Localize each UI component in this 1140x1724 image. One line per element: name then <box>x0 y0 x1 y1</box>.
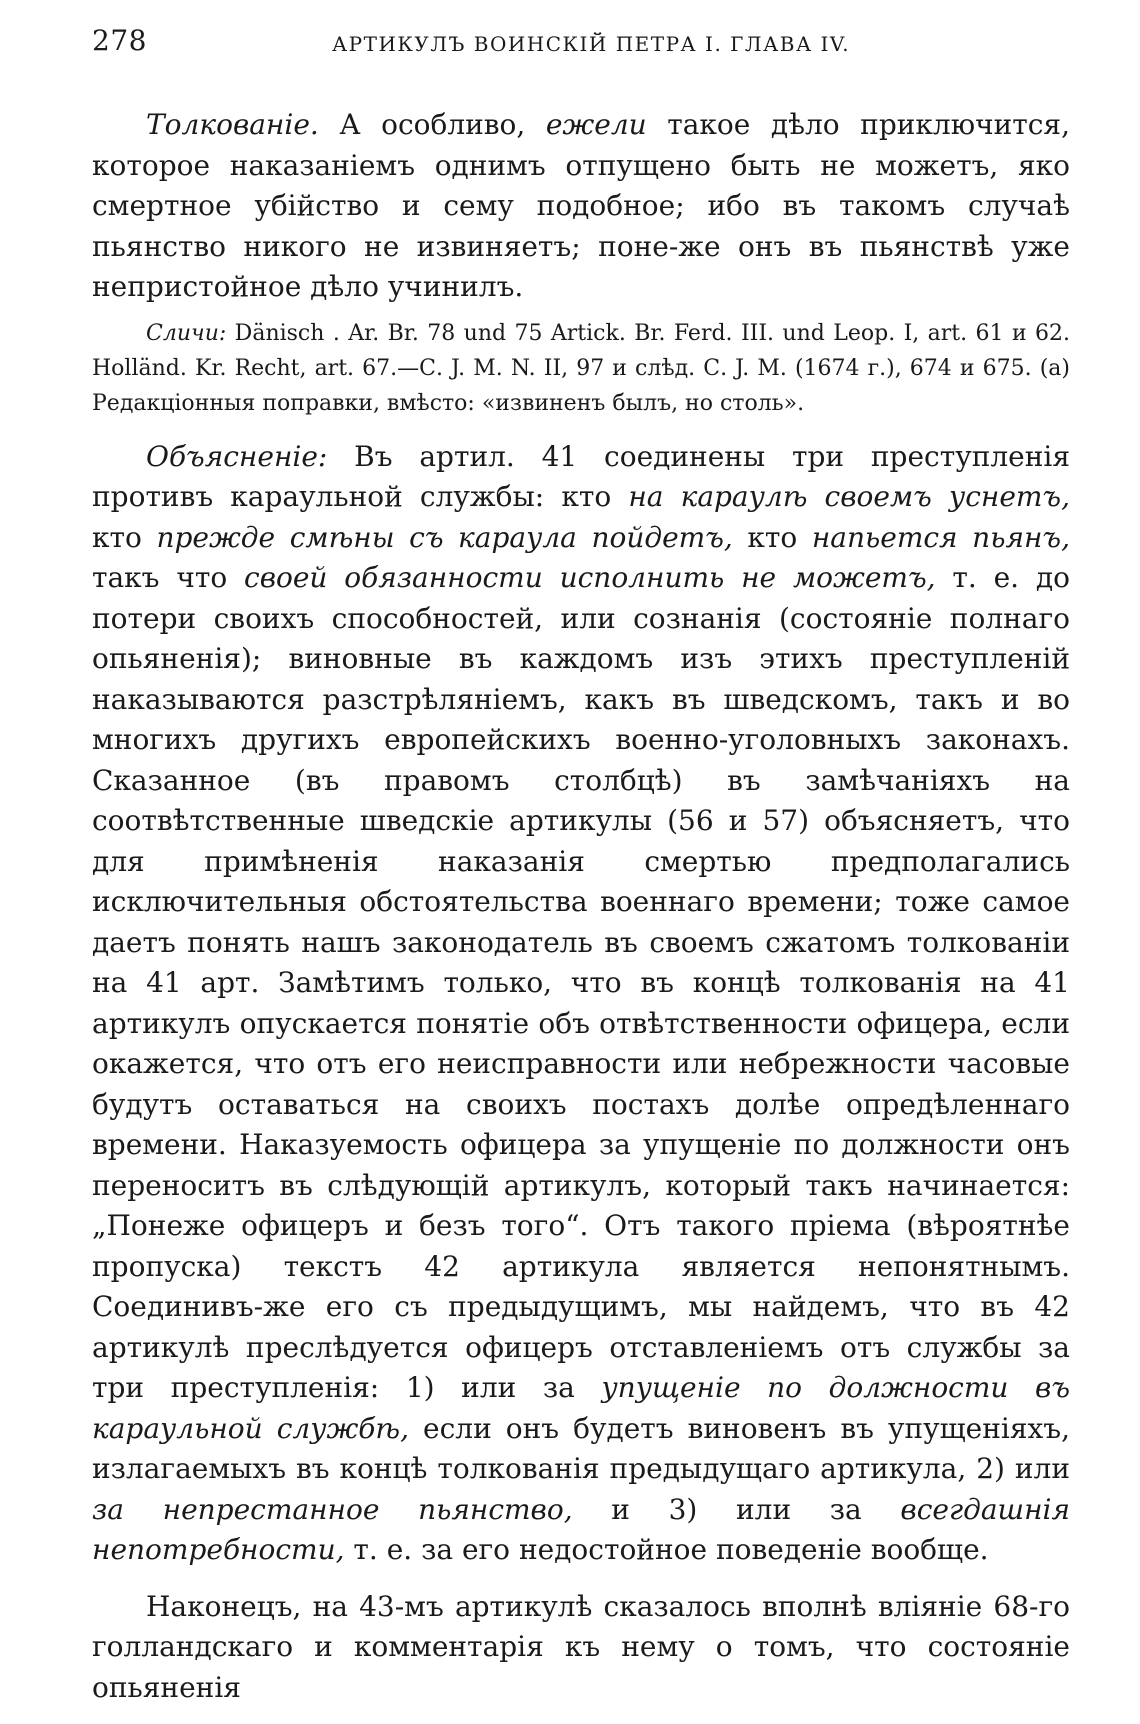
compare-note: Сличи: Dänisch . Ar. Br. 78 und 75 Artick. Br. Ferd. III. und Leop. I, art. 61 и 62. Holländ. Kr. Recht, art. 67.—С. J. M. N. II, 97 и слѣд. С. J. M. (1674 г.), 674 и 675. (а) Редакціонныя поправки, вмѣсто: «извиненъ былъ, но столь». <box>92 320 1070 416</box>
page-text <box>92 105 1070 1708</box>
page-header <box>92 24 1070 64</box>
page-number: 278 <box>92 24 147 57</box>
running-head: АРТИКУЛЪ ВОИНСКІЙ ПЕТРА I. ГЛАВА IV. <box>332 32 851 56</box>
interpretation-paragraph: Толкованіе. А особливо, ежели такое дѣло приключится, которое наказаніемъ однимъ отпущено быть не можетъ, яко смертное убійство и сему подобное; ибо въ такомъ случаѣ пьянство никого не извиняетъ; поне-же онъ въ пьянствѣ уже непристойное дѣло учинилъ. <box>92 108 1070 303</box>
compare-label: Сличи: <box>146 320 227 346</box>
explanation-paragraph: Объясненіе: Въ артил. 41 соединены три преступленія противъ караульной службы: кто на караулѣ своемъ уснетъ, кто прежде смѣны съ караула пойдетъ, кто напьется пьянъ, такъ что своей обязанности исполнить не можетъ, т. е. до потери своихъ способностей, или сознанія (состояніе полнаго опьяненія); виновные въ каждомъ изъ этихъ преступленій наказываются разстрѣляніемъ, какъ въ шведскомъ, такъ и во многихъ другихъ европейскихъ военно-уголовныхъ законахъ. Сказанное (въ правомъ столбцѣ) въ замѣчаніяхъ на соотвѣтственные шведскіе артикулы (56 и 57) объясняетъ, что для примѣненія наказанія смертью предполагались исключительныя обстоятельства военнаго времени; тоже самое даетъ понять нашъ законодатель въ своемъ сжатомъ толкованіи на 41 арт. Замѣтимъ только, что въ концѣ толкованія на 41 артикулъ опускается понятіе объ отвѣтственности офицера, если окажется, что отъ его неисправности или небрежности часовые будутъ оставаться на своихъ постахъ долѣе опредѣленнаго времени. Наказуемость офицера за упущеніе по должности онъ переноситъ въ слѣдующій артикулъ, который такъ начинается: „Понеже офицеръ и безъ того“. Отъ такого пріема (вѣроятнѣе пропуска) текстъ 42 артикула является непонятнымъ. Соединивъ-же его съ предыдущимъ, мы найдемъ, что въ 42 артикулѣ преслѣдуется офицеръ отставленіемъ отъ службы за три преступленія: 1) или за упущеніе по должности въ караульной службѣ, если онъ будетъ виновенъ въ упущеніяхъ, излагаемыхъ въ концѣ толкованія предыдущаго артикула, 2) или за непрестанное пьянство, и 3) или за всегдашнія непотребности, т. е. за его недостойное поведеніе вообще. <box>92 439 1071 1566</box>
final-paragraph: Наконецъ, на 43-мъ артикулѣ сказалось вполнѣ вліяніе 68-го голландскаго и комментарія къ нему о томъ, что состояніе опьяненія <box>92 1589 1070 1704</box>
explanation-label: Объясненіе: <box>146 439 328 473</box>
interpretation-label: Толкованіе. <box>146 108 319 141</box>
